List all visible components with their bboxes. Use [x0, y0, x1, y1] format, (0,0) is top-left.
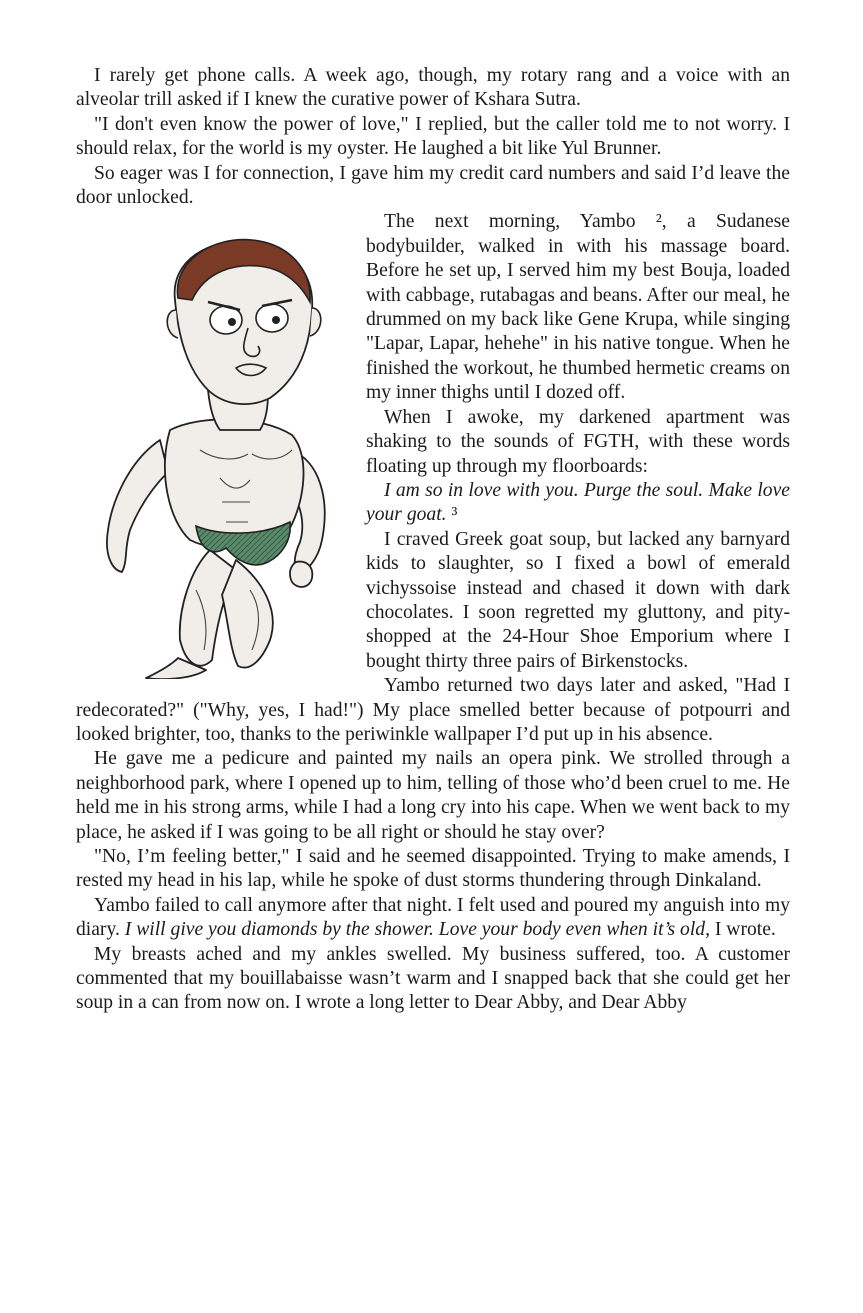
footnote-marker: ³ — [446, 504, 458, 526]
body-text — [76, 64, 790, 1016]
paragraph-11 — [76, 894, 790, 943]
paragraph-11-end: I wrote. — [709, 919, 776, 941]
paragraph-7: I craved Greek goat soup, but lacked any barnyard kids to slaughter, so I fixed a bowl of emerald vichyssoise instead and chased it down with dark chocolates. I soon regretted my gluttony, and pity-shopped at the 24-Hour Shoe Emporium where I bought thirty three pairs of Birkenstocks. — [366, 528, 790, 672]
bodybuilder-illustration — [0, 210, 362, 679]
paragraph-9: He gave me a pedicure and painted my nails an opera pink. We strolled through a neighborhood park, where I opened up to him, telling of those who’d been cruel to me. He held me in his strong arms, while I had a long cry into his cape. When we went back to my place, he asked if I was going to be all right or should he stay over? — [76, 748, 790, 843]
paragraph-12: My breasts ached and my ankles swelled. My business suffered, too. A customer commented that my bouillabaisse wasn’t warm and I snapped back that she could get her soup in a can from now on. I wrote a long letter to Dear Abby, and Dear Abby — [76, 943, 790, 1014]
paragraph-3: So eager was I for connection, I gave him my credit card numbers and said I’d leave the door unlocked. — [76, 162, 790, 209]
paragraph-1: I rarely get phone calls. A week ago, though, my rotary rang and a voice with an alveolar trill asked if I knew the curative power of Kshara Sutra. — [76, 65, 790, 111]
paragraph-5: When I awoke, my darkened apartment was shaking to the sounds of FGTH, with these words floating up through my floorboards: — [366, 406, 790, 477]
paragraph-11-italic: I will give you diamonds by the shower. Love your body even when it’s old, — [124, 919, 710, 941]
paragraph-10: "No, I’m feeling better," I said and he seemed disappointed. Trying to make amends, I rested my head in his lap, while he spoke of dust storms thundering through Dinkaland. — [76, 846, 790, 892]
paragraph-6-italic: I am so in love with you. Purge the soul. Make love your goat. — [366, 479, 790, 526]
paragraph-4: The next morning, Yambo ², a Sudanese bodybuilder, walked in with his massage board. Before he set up, I served him my best Bouja, loaded with cabbage, rutabagas and beans. After our meal, he drummed on my back like Gene Krupa, while singing "Lapar, Lapar, hehehe" in his native tongue. When he finished the workout, he thumbed hermetic creams on my inner thighs until I dozed off. — [366, 211, 790, 404]
paragraph-8: Yambo returned two days later and asked, "Had I redecorated?" ("Why, yes, I had!") My place smelled better because of potpourri and looked brighter, too, thanks to the periwinkle wallpaper I’d put up in his absence. — [76, 675, 790, 745]
paragraph-11-start: Yambo failed to call anymore after that night. I felt used and poured my anguish into my diary. — [76, 894, 790, 941]
paragraph-2: "I don't even know the power of love," I replied, but the caller told me to not worry. I should relax, for the world is my oyster. He laughed a bit like Yul Brunner. — [76, 113, 790, 160]
